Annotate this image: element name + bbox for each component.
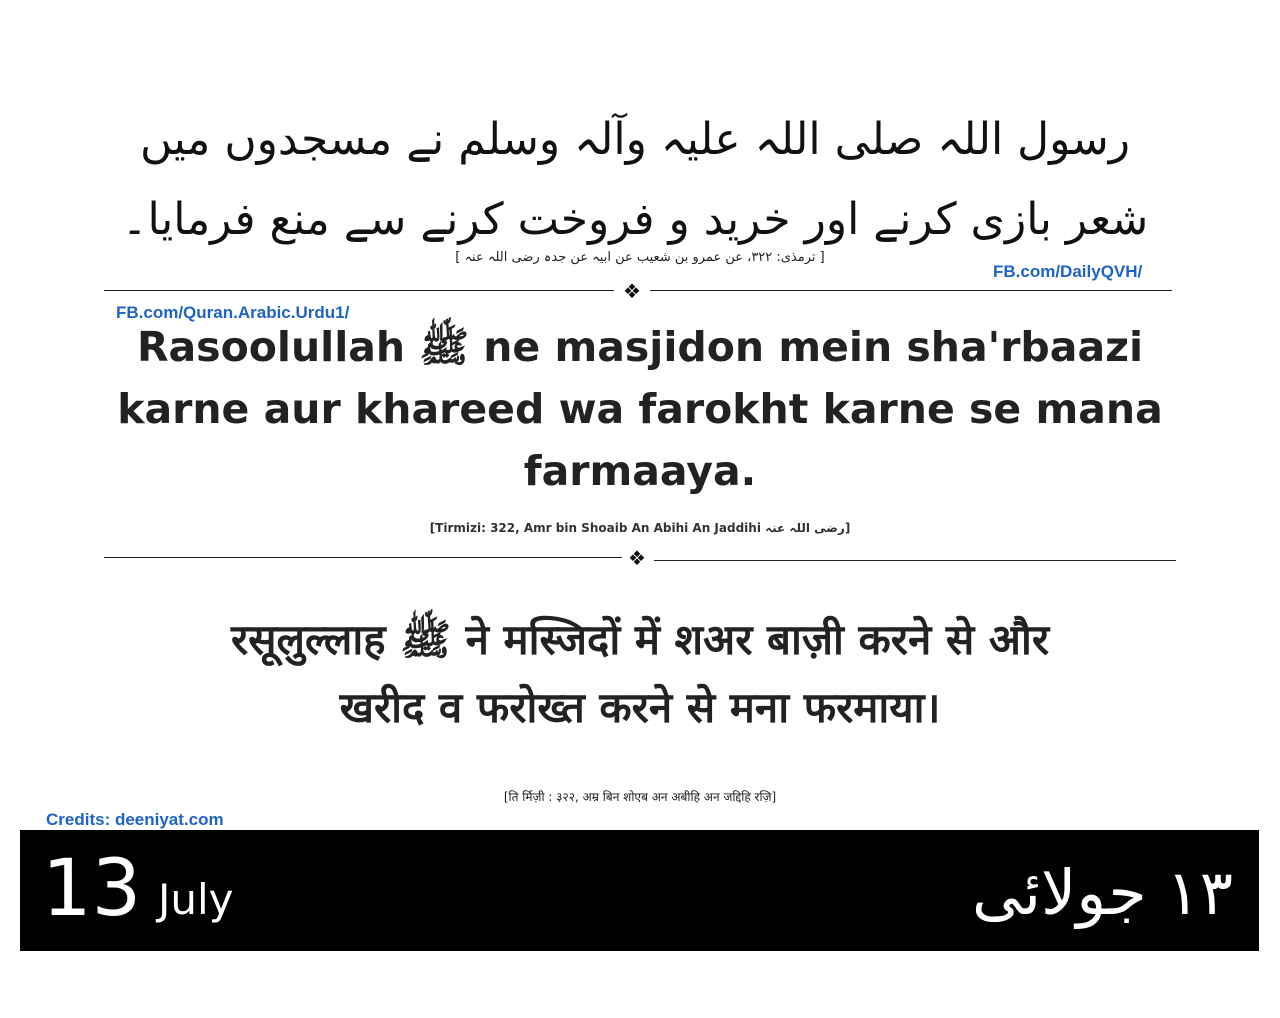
hindi-line-1: रसूलुल्लाह ﷺ ने मस्जिदों में शअर बाज़ी करने से और bbox=[230, 615, 1050, 664]
roman-line-3: farmaaya. bbox=[523, 447, 757, 495]
roman-reference: [Tirmizi: 322, Amr bin Shoaib An Abihi An Jaddihi رضی اللہ عنہ] bbox=[429, 521, 851, 535]
facebook-dailyqvh-link[interactable]: FB.com/DailyQVH/ bbox=[993, 262, 1143, 281]
hindi-line-2: खरीद व फरोख्त करने से मना फरमाया। bbox=[339, 683, 941, 732]
date-urdu: ۱۳ جولائی bbox=[972, 856, 1233, 929]
facebook-quran-link[interactable]: FB.com/Quran.Arabic.Urdu1/ bbox=[116, 303, 350, 322]
roman-hadith-text bbox=[110, 316, 1170, 496]
roman-line-2: karne aur khareed wa farokht karne se mana bbox=[117, 385, 1163, 433]
date-day: 13 bbox=[42, 844, 142, 934]
hindi-reference: [ति र्मिज़ी : ३२२, अम्र बिन शोएब अन अबीहि अन जद्दिहि रज़ि] bbox=[503, 790, 777, 804]
date-bar bbox=[20, 830, 1259, 951]
hindi-hadith-text bbox=[120, 606, 1160, 746]
divider-middle-right bbox=[654, 560, 1176, 561]
divider-top-left bbox=[104, 290, 614, 291]
roman-line-1: Rasoolullah ﷺ ne masjidon mein sha'rbaazi bbox=[136, 323, 1144, 371]
ornament-icon: ❖ bbox=[628, 546, 646, 570]
date-month: July bbox=[158, 875, 234, 924]
urdu-reference: [ ترمذی: ۳۲۲، عن عمرو بن شعیب عن ابیہ عن جدہ رضی اللہ عنہ ] bbox=[455, 250, 825, 265]
credits-link[interactable]: Credits: deeniyat.com bbox=[46, 810, 224, 829]
divider-top-right bbox=[650, 290, 1172, 291]
urdu-hadith-text: رسول اللہ صلی اللہ علیہ وآلہ وسلم نے مسجدوں میں شعر بازی کرنے اور خرید و فروخت کرنے سے منع فرمایا۔ bbox=[121, 114, 1149, 245]
ornament-icon: ❖ bbox=[623, 279, 641, 303]
divider-middle-left bbox=[104, 557, 622, 558]
